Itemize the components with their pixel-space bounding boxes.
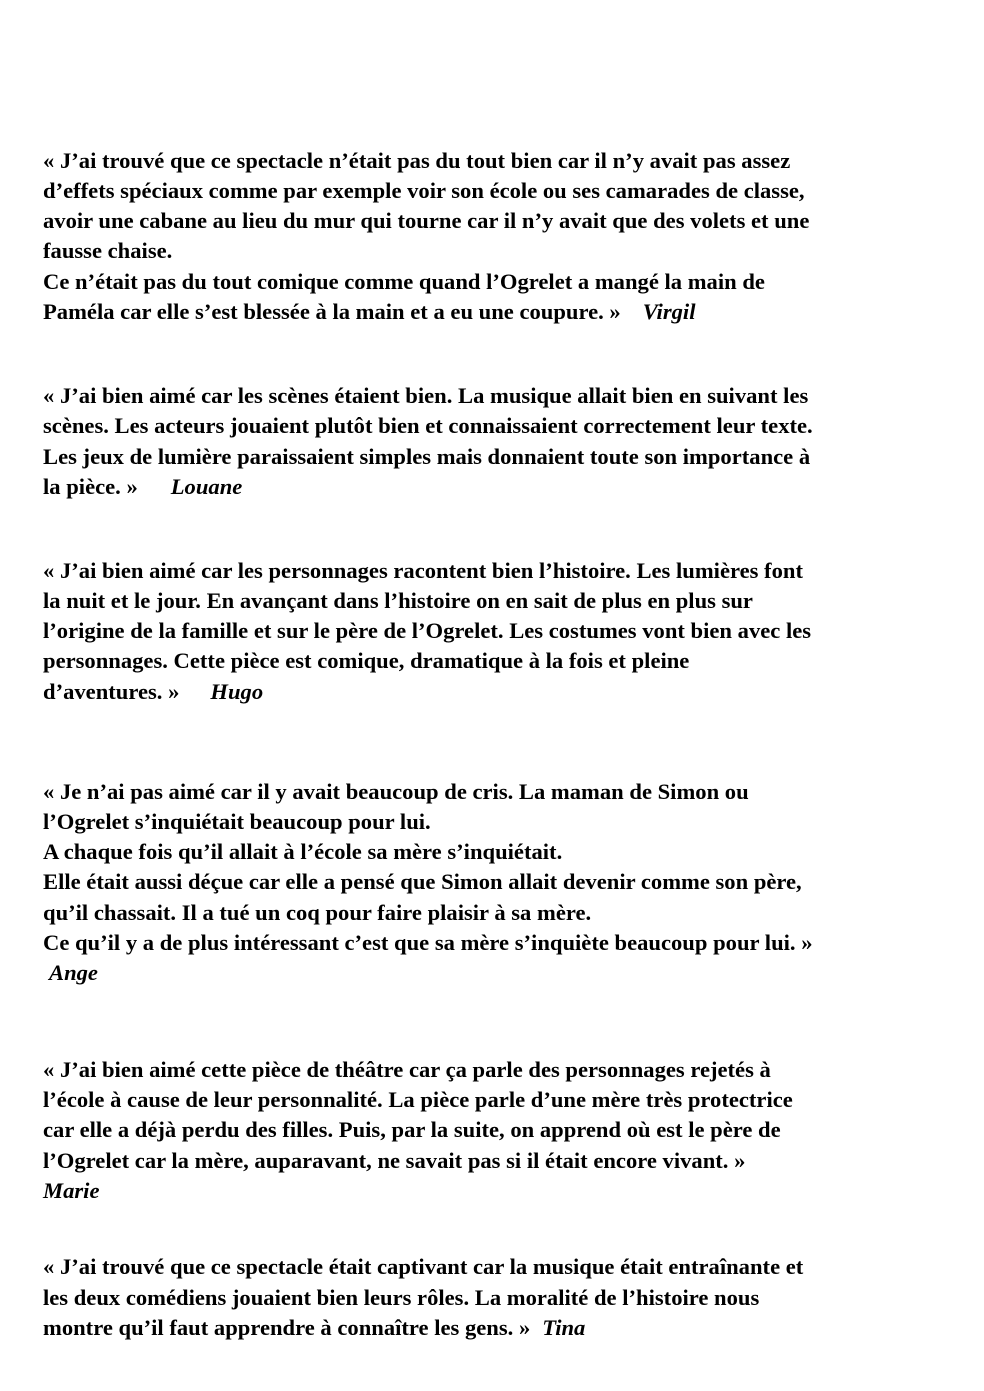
text-line: Paméla car elle s’est blessée à la main et a eu une coupure. » Virgil <box>43 299 696 324</box>
text-line: Ce qu’il y a de plus intéressant c’est que sa mère s’inquiète beaucoup pour lui. » <box>43 930 813 955</box>
text-line: « J’ai trouvé que ce spectacle était captivant car la musique était entraînante et <box>43 1254 804 1279</box>
text-line: montre qu’il faut apprendre à connaître les gens. » Tina <box>43 1315 586 1340</box>
author-name: Tina <box>542 1315 586 1340</box>
author-name: Virgil <box>642 299 696 324</box>
text-line: « J’ai bien aimé cette pièce de théâtre car ça parle des personnages rejetés à <box>43 1057 771 1082</box>
text-line <box>43 1176 99 1206</box>
author-name: Hugo <box>210 679 264 704</box>
text-line <box>43 958 98 988</box>
text-line: « Je n’ai pas aimé car il y avait beaucoup de cris. La maman de Simon ou <box>43 779 749 804</box>
text-line: « J’ai bien aimé car les personnages racontent bien l’histoire. Les lumières font <box>43 558 803 583</box>
text-line: « J’ai trouvé que ce spectacle n’était pas du tout bien car il n’y avait pas assez <box>43 148 791 173</box>
text-line: scènes. Les acteurs jouaient plutôt bien et connaissaient correctement leur texte. <box>43 413 813 438</box>
text-line: avoir une cabane au lieu du mur qui tourne car il n’y avait que des volets et une <box>43 208 810 233</box>
text-line: « J’ai bien aimé car les scènes étaient bien. La musique allait bien en suivant les <box>43 383 809 408</box>
text-line: la nuit et le jour. En avançant dans l’histoire on en sait de plus en plus sur <box>43 588 753 613</box>
text-line: les deux comédiens jouaient bien leurs rôles. La moralité de l’histoire nous <box>43 1285 760 1310</box>
author-name: Ange <box>49 960 98 985</box>
text-line: car elle a déjà perdu des filles. Puis, par la suite, on apprend où est le père de <box>43 1117 781 1142</box>
text-line: Ce n’était pas du tout comique comme quand l’Ogrelet a mangé la main de <box>43 269 765 294</box>
text-line: d’effets spéciaux comme par exemple voir son école ou ses camarades de classe, <box>43 178 805 203</box>
text-line: la pièce. » Louane <box>43 474 243 499</box>
text-line: l’origine de la famille et sur le père de l’Ogrelet. Les costumes vont bien avec les <box>43 618 812 643</box>
author-name: Louane <box>170 474 243 499</box>
author-name: Marie <box>43 1178 100 1203</box>
text-line: personnages. Cette pièce est comique, dramatique à la fois et pleine <box>43 648 690 673</box>
text-line: Elle était aussi déçue car elle a pensé que Simon allait devenir comme son père, <box>43 869 802 894</box>
text-line: fausse chaise. <box>43 238 173 263</box>
text-line: Les jeux de lumière paraissaient simples mais donnaient toute son importance à <box>43 444 811 469</box>
text-line: A chaque fois qu’il allait à l’école sa mère s’inquiétait. <box>43 839 563 864</box>
text-line: l’Ogrelet s’inquiétait beaucoup pour lui. <box>43 809 431 834</box>
text-line: qu’il chassait. Il a tué un coq pour faire plaisir à sa mère. <box>43 900 592 925</box>
text-line: l’Ogrelet car la mère, auparavant, ne savait pas si il était encore vivant. » <box>43 1148 746 1173</box>
text-line: l’école à cause de leur personnalité. La pièce parle d’une mère très protectrice <box>43 1087 793 1112</box>
text-line: d’aventures. » Hugo <box>43 679 264 704</box>
